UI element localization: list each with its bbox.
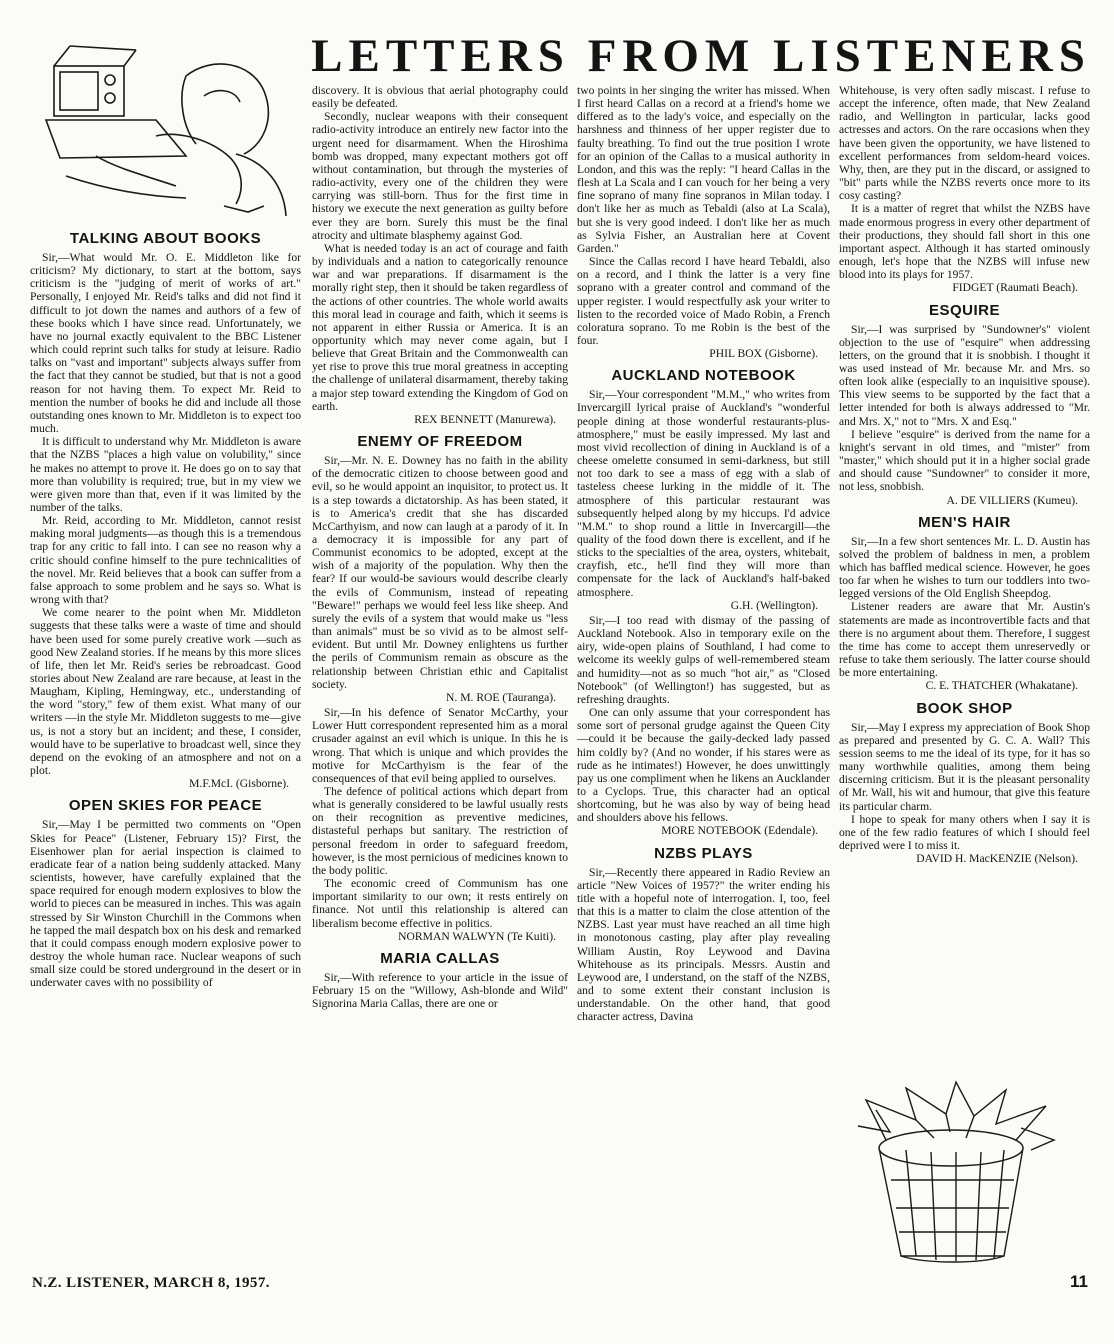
letter-paragraph: Secondly, nuclear weapons with their consequent radio-activity introduce an entirely new factor into the urgent need for disarmament. When the Hiroshima bomb was dropped, many expectant mothers got off without contamination, but through the mysteries of radio-activity, every one of the children they were carrying was still-born. Thus for the first time in history we execute the next generation as guilty before ever they are born. Surely this must be the final atrocity and ultimate blasphemy against God.	[312, 110, 568, 242]
wastepaper-basket-illustration	[846, 1080, 1064, 1266]
section-heading: OPEN SKIES FOR PEACE	[68, 797, 263, 815]
letter-signature: A. DE VILLIERS (Kumeu).	[946, 493, 1078, 507]
letter-paragraph: What is needed today is an act of courage and faith by individuals and a nation to categorically renounce war and war preparations. If disarmament is the morally right step, then it should be taken regardless of the actions of other countries. The whole world awaits this moral lead in courage and faith, which it seems is not apparent in either Russia or America. It is an opportunity which may never come again, but I believe that Great Britain and the Commonwealth can yet rise to prove this true moral greatness in accepting the challenge of unilateral disarmament, thereby taking a major step toward extending the Kingdom of God on earth.	[312, 241, 568, 413]
section-heading: MARIA CALLAS	[380, 949, 500, 967]
section-heading: ENEMY OF FREEDOM	[357, 433, 523, 451]
letter-paragraph: Sir,—Mr. N. E. Downey has no faith in the ability of the democratic citizen to choose between good and evil, so he would appoint an inquisitor, to protect us. It is a step towards a dictatorship. As has been stated, it is to America's credit that she has discarded McCarthyism, and now can laugh at a parody of it. In a democracy it is impossible for any part of Communist economics to be adopted, except at the wish of a majority of the population. Why then the fear? If our would-be saviours would describe clearly the evils of Communism, instead of repeating "Beware!" perhaps we would feel less like sheep. And surely the evils of a system that would make us "less than animals" must be so vivid as to be almost self-evident. But until Mr. Downey enlightens us further the perils of Communism remain as obscure as the relationship between Christian ethic and Capitalist society.	[312, 454, 568, 691]
letter-signature: G.H. (Wellington).	[730, 598, 818, 612]
letter-paragraph: Sir,—Your correspondent "M.M.," who writes from Invercargill lyrical praise of Auckland's "wonderful people dining at those wonderful restaurants-plus-atmosphere," must be easily impressed. My last and most vivid recollection of dining in Auckland is of a cheese omelette consumed in semi-darkness, but still not too dark to see a mass of egg with a slab of tasteless cheese lurking in the middle of it. The atmosphere of this particular restaurant was subsequently helped along by my hiccups. I'd advice "M.M." to shop round a little in Invercargill—the quality of the food down there is excellent, and if he sticks to the specialties of the area, oysters, whitebait, crayfish, etc., he'll find they will more than compensate for the lack of Auckland's half-baked atmosphere.	[577, 388, 830, 599]
letter-signature: M.F.McI. (Gisborne).	[189, 777, 289, 791]
letter-paragraph: two points in her singing the writer has missed. When I first heard Callas on a record at a friend's home we differed as to the lady's voice, and especially on the harshness and thinness of her upper register due to faulty breathing. To find out the true position I wrote for an opinion of the Callas to a musical authority in London, and this was the reply: "I heard Callas in the flesh at La Scala and I can vouch for her being a very fine soprano of many fine sopranos in Milan today. I don't like her as much as Tebaldi (also at La Scala), but she is very good indeed. I don't like her as much as Sylvia Fisher, an Australian here at Covent Garden."	[577, 84, 830, 255]
letter-paragraph: Sir,—What would Mr. O. E. Middleton like for criticism? My dictionary, to start at the bottom, says criticism is the "judging of merit of works of art." Personally, I enjoyed Mr. Reid's talks and did not find it difficult to jot down the names and authors of a few of these books which I have since read. Unfortunately, we have no journal exactly equivalent to the BBC Listener which could reprint such talks for study at leisure. Radio talks on "vast and important" subjects always suffer from the fact that they cannot be studied, but that is not a good reason for not having them. To expect Mr. Reid to mention the number of books he did and include all those outstanding ones known to Mr. Middleton is to expect too much.	[30, 251, 301, 436]
letter-paragraph: Sir,—Recently there appeared in Radio Review an article "New Voices of 1957?" the writer ending his title with a hopeful note of interrogation. I, too, feel that this is a matter to claim the close attention of the NZBS. Last year must have reached an all time high in monotonous casting, play after play revealing William Austin, Roy Leywood and Davina Whitehouse as its principals. Messrs. Austin and Leywood are, I understand, on the staff of the NZBS, and to some extent their constant inclusion is understandable. On the other hand, that good character actress, Davina	[577, 865, 830, 1024]
letter-signature: DAVID H. MacKENZIE (Nelson).	[916, 852, 1078, 866]
page-masthead: LETTERS FROM LISTENERS	[311, 30, 1091, 82]
letter-paragraph: Sir,—May I be permitted two comments on "Open Skies for Peace" (Listener, February 15)? First, the Eisenhower plan for aerial inspection is claimed to eradicate fear of a nation being suddenly attacked. Many scientists, however, have carefully explained that the space required for enough modern explosives to blow the world to pieces can be measured in inches. This was again stressed by Sir Winston Churchill in the Commons when he tapped the mail despatch box on his desk and remarked that it could compass enough modern explosive power to destroy the whole human race. Nuclear weapons of such small size could be stored underground in the desert or in underwater caves with no possibility of	[30, 818, 301, 990]
letter-paragraph: Sir,—I was surprised by "Sundowner's" violent objection to the use of "esquire" when addressing letters, on the ground that it is snobbish. I thought it was used instead of Mr. because Mr. and Mrs. so often look alike (especially to an inquisitive spouse). This view seems to be supported by the fact that a letter intended for both is always addressed to "Mr. and Mrs. X," not to "Mrs. X and Esq."	[839, 322, 1090, 428]
section-heading: MEN'S HAIR	[918, 513, 1011, 531]
radio-listener-illustration	[36, 36, 298, 222]
section-heading: NZBS PLAYS	[654, 844, 753, 862]
section-heading: AUCKLAND NOTEBOOK	[611, 367, 796, 385]
letter-paragraph: Listener readers are aware that Mr. Austin's statements are made as incontrovertible facts and that there is no argument about them. Therefore, I suggest the time has come to accept them unreservedly or refuse to take them seriously. The latter course should be more entertaining.	[839, 600, 1090, 680]
section-heading: ESQUIRE	[928, 301, 1000, 319]
letter-paragraph: The economic creed of Communism has one important similarity to our own; it rests entirely on finance. Not until this relationship is altered can liberalism become effective in politics.	[312, 877, 568, 930]
column-4	[839, 84, 1090, 874]
letter-paragraph: It is a matter of regret that whilst the NZBS have made enormous progress in every other department of their productions, they should fall short in this one important aspect. Although it has started ominously enough, let's hope that the NZBS will infuse new blood into its plays for 1957.	[839, 202, 1090, 282]
letter-paragraph: It is difficult to understand why Mr. Middleton is aware that the NZBS "places a high value on volubility," since he makes no attempt to prove it. He does go on to say that more than volubility is required; true, but in my view we were given more than that, even if it was limited by the number of the talks.	[30, 435, 301, 514]
letter-signature: REX BENNETT (Manurewa).	[414, 412, 556, 426]
letter-paragraph: I hope to speak for many others when I say it is one of the few radio features of which I should feel deprived were I to miss it.	[839, 812, 1090, 852]
letter-signature: NORMAN WALWYN (Te Kuiti).	[398, 929, 556, 943]
letter-paragraph: I believe "esquire" is derived from the name for a knight's servant in old times, and "mister" from "master," which should put it in a higher social grade and should cause "Sundowner" to consider it more, not less, snobbish.	[839, 427, 1090, 494]
letter-signature: N. M. ROE (Tauranga).	[446, 690, 556, 704]
letter-paragraph: The defence of political actions which depart from what is generally considered to be lawful usually rests on their recognition as preventive medicines, distasteful perhaps but sanitary. The restriction of personal freedom in order to safeguard freedom, however, is the most pernicious of medicines known to the body politic.	[312, 784, 568, 877]
column-3	[577, 84, 830, 1269]
letter-signature: MORE NOTEBOOK (Edendale).	[661, 824, 818, 838]
letter-paragraph: Sir,—In a few short sentences Mr. L. D. Austin has solved the problem of baldness in men, a problem which has baffled medical science. However, he goes too far when he wishes to turn our toddlers into two-legged versions of the Old English Sheepdog.	[839, 534, 1090, 601]
issue-line: N.Z. LISTENER, MARCH 8, 1957.	[32, 1275, 270, 1291]
letter-paragraph: Since the Callas record I have heard Tebaldi, also on a record, and I think the latter is a very fine soprano with a greater control and command of the upper register. I would respectfully ask your writer to listen to the recorded voice of Mado Robin, a French coloratura soprano. To me Robin is the best of the four.	[577, 255, 830, 347]
letter-signature: FIDGET (Raumati Beach).	[952, 281, 1078, 295]
letter-paragraph: We come nearer to the point when Mr. Middleton suggests that these talks were a waste of time and should have been used for some purely creative work —such as good New Zealand stories. If he means by this more slices of life, then let Mr. Reid's series be rebroadcast. Good stories about New Zealand are rare because, at least in the Maugham, Kipling, Hemingway, etc., understanding of the word "story," few of them exist. What many of our writers —in the style Mr. Middleton suggests to me—give us, is not a story but an incident; and these, I consider, would have to be superlative to broadcast well, since they depend on the evoking of an atmosphere and not on a plot.	[30, 606, 301, 778]
section-heading: BOOK SHOP	[916, 699, 1013, 717]
letter-paragraph: One can only assume that your correspondent has some sort of personal grudge against the Queen City—could it be because the gaily-decked lady passed him coldly by? (And no wonder, if his stares were as rude as he intimates!) However, he does unwittingly pay us one compliment when he likens an Aucklander to a Cyclops. True, this character had an optical shortcoming, but he was also by way of being head and shoulders above his fellows.	[577, 706, 830, 825]
letter-paragraph: Sir,—In his defence of Senator McCarthy, your Lower Hutt correspondent represented him as a moral crusader against an evil which is unique. In this he is wrong. That which is unique and which provides the motive for McCarthyism is the fear of the consequences of that evil being applied to ourselves.	[312, 706, 568, 785]
letter-signature: C. E. THATCHER (Whakatane).	[925, 679, 1078, 693]
letter-paragraph: Whitehouse, is very often sadly miscast. I refuse to accept the inference, often made, that New Zealand radio, and Wellington in particular, lacks good actresses and actors. On the rare occasions when they have been given the opportunity, we have listened to excellent performances from seldom-heard voices. Why, then, are they put in the discard, or assigned to "bit" parts while the NZBS reverts once more to its cosy casting?	[839, 84, 1090, 203]
column-1	[30, 230, 301, 1270]
letter-paragraph: Sir,—May I express my appreciation of Book Shop as prepared and presented by G. C. A. Wall? This session seems to me the ideal of its type, for it has so many worthwhile qualities, among them being discerning criticism. But it is the pleasant personality of Mr. Wall, his wit and humour, that give this feature its particular charm.	[839, 720, 1090, 813]
column-2	[312, 84, 568, 1269]
letter-paragraph: Sir,—With reference to your article in the issue of February 15 on the "Willowy, Ash-blonde and Wild" Signorina Maria Callas, there are one or	[312, 970, 568, 1011]
letter-paragraph: Sir,—I too read with dismay of the passing of Auckland Notebook. Also in temporary exile on the airy, wide-open plains of Southland, I had come to welcome its weekly gulps of well-remembered steam and humidity—not as so much "hot air," as "Closed Notebook" (of Wellington!) has suggested, but as refreshing draughts.	[577, 613, 830, 706]
letter-paragraph: discovery. It is obvious that aerial photography could easily be defeated.	[312, 84, 568, 111]
section-heading: TALKING ABOUT BOOKS	[69, 230, 262, 247]
letter-paragraph: Mr. Reid, according to Mr. Middleton, cannot resist making moral judgments—as though this is a tremendous trap for any critic to fall into. I can see no reason why a critic should confine himself to the pure technicalities of the novel. Mr. Reid believes that a book can suffer from a false approach to some problem and he says so. What is wrong with that?	[30, 514, 301, 607]
letter-signature: PHIL BOX (Gisborne).	[709, 347, 818, 361]
page-number: 11	[1070, 1272, 1088, 1291]
